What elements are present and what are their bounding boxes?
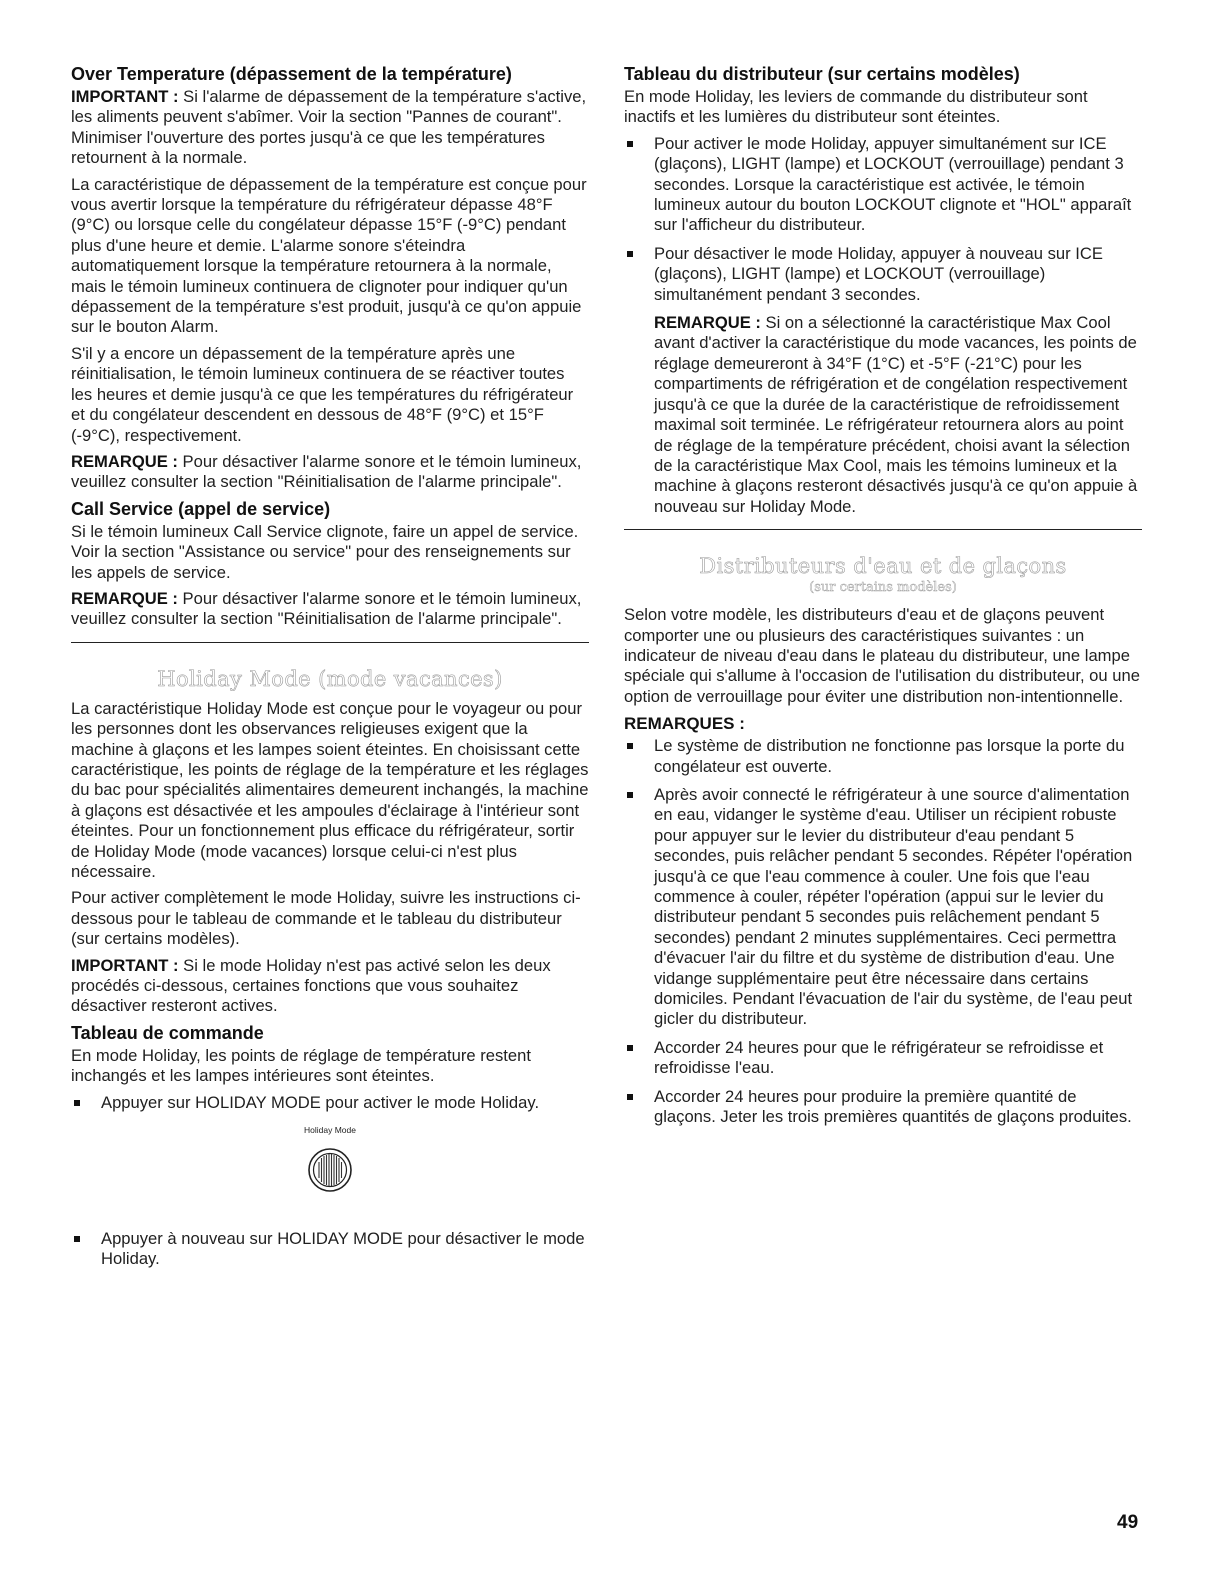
figure-label: Holiday Mode: [304, 1125, 356, 1136]
holiday-mode-title: Holiday Mode (mode vacances): [157, 666, 503, 691]
important-text: Si l'alarme de dépassement de la température s'active, les aliments peuvent s'abîmer. Voir la section "Pannes de courant". Minimiser l'ouverture des portes jusqu'à ce que les températures retournent à la normale.: [71, 87, 587, 168]
important-label: IMPORTANT :: [71, 955, 179, 975]
left-column: [71, 64, 589, 1278]
list-item: [71, 1093, 589, 1113]
bullet-icon: [627, 1045, 633, 1051]
over-temperature-important: [71, 87, 589, 169]
right-column: [624, 64, 1142, 1135]
bullet-icon: [74, 1100, 80, 1106]
important-text: Si le mode Holiday n'est pas activé selon les deux procédés ci-dessous, certaines fonctions que vous souhaitez désactiver resteront actives.: [71, 955, 551, 1016]
note-label: REMARQUE :: [654, 313, 761, 333]
dispensers-subtitle: (sur certains modèles): [809, 580, 957, 596]
note-text: Si on a sélectionné la caractéristique Max Cool avant d'activer la caractéristique du mode vacances, les points de réglage demeureront à 34°F (1°C) et -5°F (-21°C) pour les compartiments de réfrigération et de congélation respectivement jusqu'à ce que la durée de la caractéristique de refroidissement maximal soit terminée. Le réfrigérateur retournera alors au point de réglage de la température précédent, choisi avant la sélection de la caractéristique Max Cool, mais les témoins lumineux et la machine à glaçons resteront désactivés jusqu'à ce qu'on appuie à nouveau sur Holiday Mode.: [654, 313, 1138, 516]
holiday-mode-important: [71, 956, 589, 1017]
important-label: IMPORTANT :: [71, 87, 179, 106]
bullet-icon: [74, 1236, 80, 1242]
bullet-icon: [627, 792, 633, 798]
bullet-icon: [627, 251, 633, 257]
bullet-icon: [627, 141, 633, 147]
bullet-icon: [627, 1094, 633, 1100]
note-text: Pour désactiver l'alarme sonore et le témoin lumineux, veuillez consulter la section "Réinitialisation de l'alarme principale".: [71, 451, 582, 492]
over-temperature-heading: Over Temperature (dépassement de la température): [71, 64, 512, 84]
remarques-heading: REMARQUES :: [624, 714, 745, 734]
section-divider: [71, 642, 589, 643]
dispensers-title: Distributeurs d'eau et de glaçons: [699, 554, 1067, 579]
control-panel-steps-continued: [71, 1229, 589, 1270]
note-label: REMARQUE :: [71, 588, 178, 608]
step-text: Pour désactiver le mode Holiday, appuyer à nouveau sur ICE (glaçons), LIGHT (lampe) et LOCKOUT (verrouillage) simultanément pendant 3 secondes.: [654, 243, 1103, 304]
list-item: [624, 134, 1142, 236]
dispenser-panel-steps: [624, 134, 1142, 305]
list-item: [624, 785, 1142, 1030]
remark-text: Le système de distribution ne fonctionne pas lorsque la porte du congélateur est ouverte.: [654, 736, 1125, 776]
dispensers-description: Selon votre modèle, les distributeurs d'eau et de glaçons peuvent comporter une ou plusieurs des caractéristiques suivantes : un indicateur de niveau d'eau dans le plateau du distributeur, une lampe spéciale qui s'allume à l'occasion de l'utilisation du distributeur, ou une option de verrouillage pour éviter une distribution non-intentionnelle.: [624, 605, 1140, 706]
holiday-mode-instructions: Pour activer complètement le mode Holiday, suivre les instructions ci-dessous pour le tableau de commande et le tableau du distributeur (sur certains modèles).: [71, 888, 581, 949]
control-panel-steps: [71, 1093, 589, 1113]
over-temperature-reset-info: S'il y a encore un dépassement de la température après une réinitialisation, le témoin lumineux continuera de se réactiver toutes les heures et demie jusqu'à ce que les températures du réfrigérateur et du congélateur descendent en dessous de 48°F (9°C) et 15°F (-9°C), respectivement.: [71, 343, 574, 445]
note-label: REMARQUE :: [71, 451, 178, 471]
list-item: [624, 244, 1142, 305]
note-text: Pour désactiver l'alarme sonore et le témoin lumineux, veuillez consulter la section "Réinitialisation de l'alarme principale".: [71, 588, 582, 629]
holiday-mode-description: La caractéristique Holiday Mode est conçue pour le voyageur ou pour les personnes dont les observances religieuses exigent que la machine à glaçons et les lampes soient éteintes. En choisissant cette caractéristique, les points de réglage de la température et les réglages du bac pour spécialités alimentaires demeurent inchangés, la machine à glaçons est désactivée et les ampoules d'éclairage à l'intérieur sont éteintes. Pour un fonctionnement plus efficace du réfrigérateur, sortir de Holiday Mode (mode vacances) lorsque celui-ci n'est plus nécessaire.: [71, 698, 589, 881]
list-item: [624, 1038, 1142, 1079]
over-temperature-note: [71, 452, 589, 493]
section-divider: [624, 529, 1142, 530]
dispenser-remarks-list: [624, 736, 1142, 1127]
holiday-mode-button-icon: [307, 1147, 353, 1193]
remark-text: Après avoir connecté le réfrigérateur à une source d'alimentation en eau, vidanger le système d'eau. Utiliser un récipient robuste pour appuyer sur le levier du distributeur d'eau pendant 5 secondes, puis relâcher pendant 5 secondes. Répéter l'opération jusqu'à ce que l'eau commence à couler. Une fois que l'eau commence à couler, répéter l'opération (appui sur le levier du distributeur pendant 5 secondes puis relâchement pendant 5 secondes) pendant 2 minutes supplémentaires. Ceci permettra d'évacuer l'air du filtre et du système de distribution d'eau. Une vidange supplémentaire peut être nécessaire dans certains domiciles. Pendant l'évacuation de l'air du système, de l'eau peut gicler du distributeur.: [654, 784, 1133, 1029]
page-number: 49: [1117, 1512, 1139, 1533]
control-panel-heading: Tableau de commande: [71, 1022, 264, 1043]
bullet-icon: [627, 743, 633, 749]
step-text: Appuyer sur HOLIDAY MODE pour activer le mode Holiday.: [101, 1092, 540, 1112]
call-service-description: Si le témoin lumineux Call Service clignote, faire un appel de service. Voir la section "Assistance ou service" pour des renseignements sur les appels de service.: [71, 521, 579, 582]
list-item: [71, 1229, 589, 1270]
dispenser-panel-heading: Tableau du distributeur (sur certains modèles): [624, 64, 1020, 84]
holiday-mode-button-figure: [71, 1125, 589, 1229]
control-panel-description: En mode Holiday, les points de réglage de température restent inchangés et les lampes intérieures sont éteintes.: [71, 1045, 531, 1086]
over-temperature-description: La caractéristique de dépassement de la température est conçue pour vous avertir lorsque la température du réfrigérateur dépasse 48°F (9°C) ou lorsque celle du congélateur dépasse 15°F (-9°C) pendant plus d'une heure et demie. L'alarme sonore s'éteindra automatiquement lorsque la température retournera à la normale, mais le témoin lumineux continuera de clignoter pour indiquer qu'un dépassement de la température s'est produit, jusqu'à ce qu'on appuie sur le bouton Alarm.: [71, 174, 587, 337]
max-cool-note: [624, 313, 1142, 517]
step-text: Appuyer à nouveau sur HOLIDAY MODE pour désactiver le mode Holiday.: [101, 1229, 585, 1269]
dispenser-panel-description: En mode Holiday, les leviers de commande du distributeur sont inactifs et les lumières du distributeur sont éteintes.: [624, 87, 1088, 127]
remark-text: Accorder 24 heures pour que le réfrigérateur se refroidisse et refroidisse l'eau.: [654, 1037, 1104, 1078]
call-service-note: [71, 589, 589, 630]
call-service-heading: Call Service (appel de service): [71, 498, 331, 519]
step-text: Pour activer le mode Holiday, appuyer simultanément sur ICE (glaçons), LIGHT (lampe) et LOCKOUT (verrouillage) pendant 3 secondes. Lorsque la caractéristique est activée, le témoin lumineux autour du bouton LOCKOUT clignote et "HOL" apparaît sur l'afficheur du distributeur.: [654, 133, 1132, 235]
remark-text: Accorder 24 heures pour produire la première quantité de glaçons. Jeter les trois premières quantités de glaçons produites.: [654, 1086, 1132, 1127]
list-item: [624, 736, 1142, 777]
list-item: [624, 1087, 1142, 1128]
